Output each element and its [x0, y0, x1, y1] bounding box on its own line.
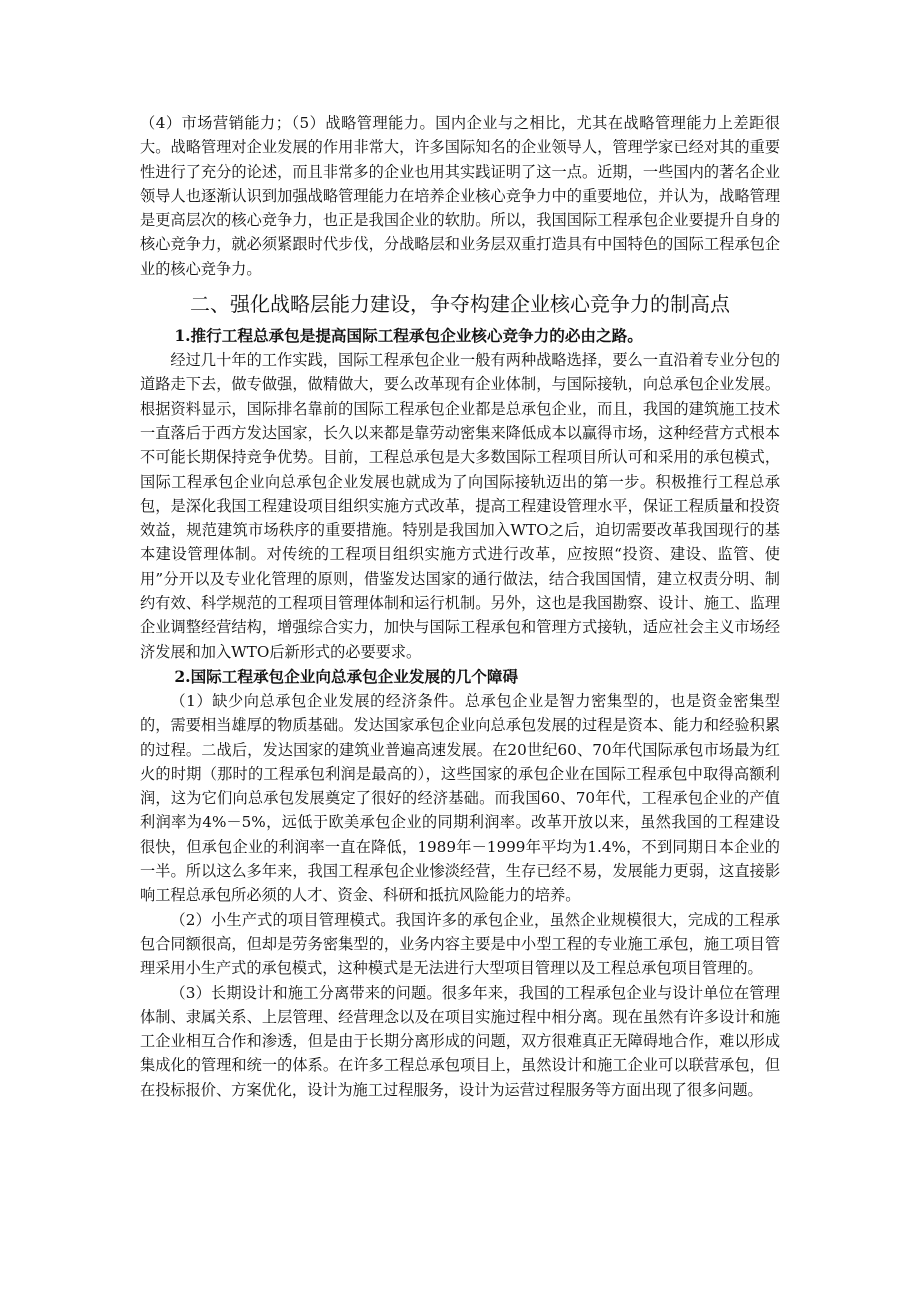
paragraph-1: 经过几十年的工作实践，国际工程承包企业一般有两种战略选择，要么一直沿着专业分包的道路走下去，做专做强，做精做大，要么改革现有企业体制，与国际接轨，向总承包企业发展。根据资料显示，国际排名靠前的国际工程承包企业都是总承包企业，而且，我国的建筑施工技术一直落后于西方发达国家，长久以来都是靠劳动密集来降低成本以赢得市场，这种经营方式根本不可能长期保持竞争优势。目前，工程总承包是大多数国际工程项目所认可和采用的承包模式，国际工程承包企业向总承包企业发展也就成为了向国际接轨迈出的第一步。积极推行工程总承包，是深化我国工程建设项目组织实施方式改革，提高工程建设管理水平，保证工程质量和投资效益，规范建筑市场秩序的重要措施。特别是我国加入WTO之后，迫切需要改革我国现行的基本建设管理体制。对传统的工程项目组织实施方式进行改革，应按照“投资、建设、监管、使用”分开以及专业化管理的原则，借鉴发达国家的通行做法，结合我国国情，建立权责分明、制约有效、科学规范的工程项目管理体制和运行机制。另外，这也是我国勘察、设计、施工、监理企业调整经营结构，增强综合实力，加快与国际工程承包和管理方式接轨，适应社会主义市场经济发展和加入WTO后新形式的必要要求。: [140, 351, 780, 661]
section-title: 二、强化战略层能力建设，争夺构建企业核心竞争力的制高点: [190, 292, 730, 317]
subheading-1: 1.推行工程总承包是提高国际工程承包企业核心竞争力的必由之路。: [174, 326, 643, 346]
subheading-2: 2.国际工程承包企业向总承包企业发展的几个障碍: [174, 666, 519, 686]
paragraph-4: （3）长期设计和施工分离带来的问题。很多年来，我国的工程承包企业与设计单位在管理体制、隶属关系、上层管理、经营理念以及在项目实施过程中相分离。现在虽然有许多设计和施工企业相互合作和渗透，但是由于长期分离形成的问题，双方很难真正无障碍地合作，难以形成集成化的管理和统一的体系。在许多工程总承包项目上，虽然设计和施工企业可以联营承包，但在投标报价、方案优化，设计为施工过程服务，设计为运营过程服务等方面出现了很多问题。: [140, 983, 780, 1099]
paragraph-2: （1）缺少向总承包企业发展的经济条件。总承包企业是智力密集型的，也是资金密集型的，需要相当雄厚的物质基础。发达国家承包企业向总承包发展的过程是资本、能力和经验积累的过程。二战后，发达国家的建筑业普遍高速发展。在20世纪60、70年代国际承包市场最为红火的时期（那时的工程承包利润是最高的），这些国家的承包企业在国际工程承包中取得高额利润，这为它们向总承包发展奠定了很好的经济基础。而我国60、70年代，工程承包企业的产值利润率为4%－5%，远低于欧美承包企业的同期利润率。改革开放以来，虽然我国的工程建设很快，但承包企业的利润率一直在降低，1989年－1999年平均为1.4%，不到同期日本企业的一半。所以这么多年来，我国工程承包企业惨淡经营，生存已经不易，发展能力更弱，这直接影响工程总承包所必须的人才、资金、科研和抵抗风险能力的培养。: [140, 691, 780, 905]
document-page: [140, 111, 780, 1102]
intro-paragraph: （4）市场营销能力；（5）战略管理能力。国内企业与之相比，尤其在战略管理能力上差距很大。战略管理对企业发展的作用非常大，许多国际知名的企业领导人，管理学家已经对其的重要性进行了充分的论述，而且非常多的企业也用其实践证明了这一点。近期，一些国内的著名企业领导人也逐渐认识到加强战略管理能力在培养企业核心竞争力中的重要地位，并认为，战略管理是更高层次的核心竞争力，也正是我国企业的软肋。所以，我国国际工程承包企业要提升自身的核心竞争力，就必须紧跟时代步伐，分战略层和业务层双重打造具有中国特色的国际工程承包企业的核心竞争力。: [140, 114, 780, 278]
paragraph-3: （2）小生产式的项目管理模式。我国许多的承包企业，虽然企业规模很大，完成的工程承包合同额很高，但却是劳务密集型的，业务内容主要是中小型工程的专业施工承包，施工项目管理采用小生产式的承包模式，这种模式是无法进行大型项目管理以及工程总承包项目管理的。: [140, 910, 780, 978]
